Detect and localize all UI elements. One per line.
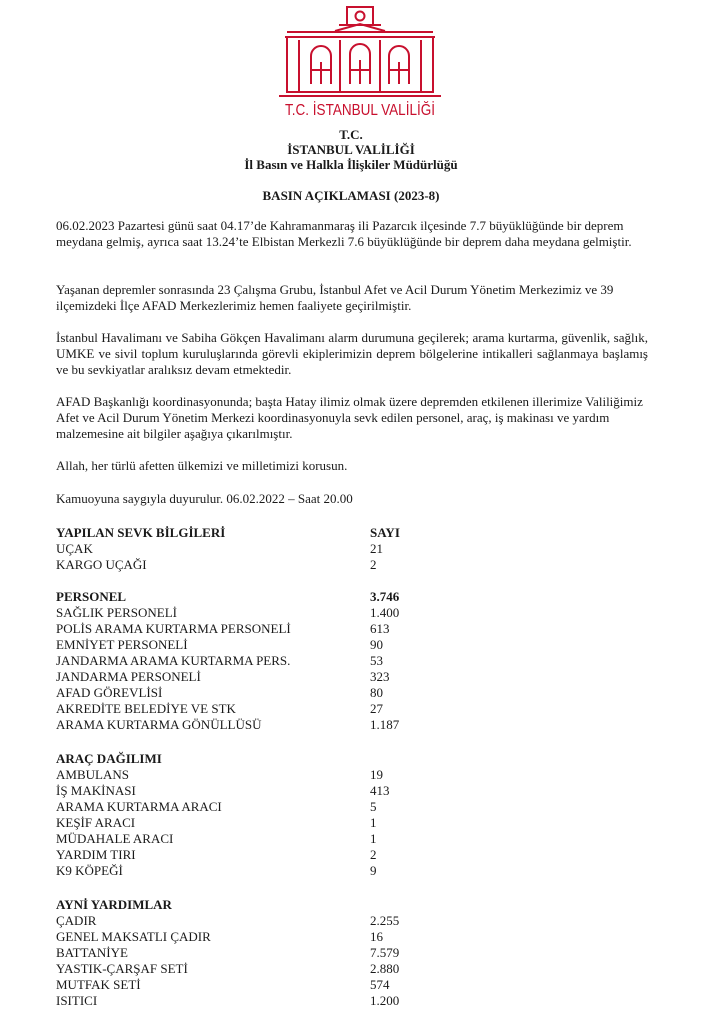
table-row [56,993,416,1009]
table-row [56,605,416,621]
table-row [56,653,416,669]
row-value: 1.400 [370,605,400,620]
row-value: 16 [370,929,383,944]
section-personel [56,589,416,605]
table-row [56,799,416,815]
header-mudurluk: İl Basın ve Halkla İlişkiler Müdürlüğü [244,157,458,172]
table-header [56,525,416,541]
paragraph-3: İstanbul Havalimanı ve Sabiha Gökçen Havalimanı alarm durumuna geçilerek; arama kurtarma, güvenlik, sağlık, UMKE ve sivil toplum kuruluşlarında görevli ekiplerimizin deprem bölgelerine intikalleri sağlanmaya başlamış ve bu sevkiyatlar aralıksız devam etmektedir. [56,330,648,377]
row-value: 2 [370,847,377,862]
table-row [56,541,416,557]
section-label: AYNİ YARDIMLAR [56,897,172,912]
row-value: 9 [370,863,377,878]
paragraph-4: AFAD Başkanlığı koordinasyonunda; başta Hatay ilimiz olmak üzere depremden etkilenen illerimize Valiliğimiz Afet ve Acil Durum Yönetim Merkezi koordinasyonuyla sevk edilen personel, araç, iş makinası ve yardım malzemesine ait bilgiler aşağıya çıkarılmıştır. [56,394,643,441]
section-arac [56,751,416,767]
row-value: 413 [370,783,390,798]
section-label: PERSONEL [56,589,127,604]
table-row [56,961,416,977]
table-row [56,913,416,929]
table-row [56,863,416,879]
header-valilik: İSTANBUL VALİLİĞİ [287,142,415,157]
logo-caption: T.C. İSTANBUL VALİLİĞİ [285,102,463,119]
row-label: UÇAK [56,541,93,556]
row-value: 53 [370,653,383,668]
row-label: AMBULANS [56,767,129,782]
row-label: BATTANİYE [56,945,128,960]
row-label: SAĞLIK PERSONELİ [56,605,177,620]
table-row [56,767,416,783]
row-label: MÜDAHALE ARACI [56,831,174,846]
row-label: POLİS ARAMA KURTARMA PERSONELİ [56,621,291,636]
table-row [56,621,416,637]
row-value: 2 [370,557,377,572]
table-row [56,945,416,961]
row-label: İŞ MAKİNASI [56,783,136,798]
row-value: 7.579 [370,945,400,960]
row-label: K9 KÖPEĞİ [56,863,123,878]
table-row [56,831,416,847]
row-label: EMNİYET PERSONELİ [56,637,188,652]
table-header-label: YAPILAN SEVK BİLGİLERİ [56,525,226,540]
row-value: 1.200 [370,993,400,1008]
row-label: ARAMA KURTARMA GÖNÜLLÜSÜ [56,717,262,732]
table-row [56,637,416,653]
row-value: 613 [370,621,390,636]
row-value: 80 [370,685,383,700]
row-value: 5 [370,799,377,814]
paragraph-6: Kamuoyuna saygıyla duyurulur. 06.02.2022 – Saat 20.00 [56,491,353,506]
table-row [56,847,416,863]
row-value: 19 [370,767,383,782]
row-value: 323 [370,669,390,684]
row-value: 2.880 [370,961,400,976]
table-header-value: SAYI [370,525,400,540]
row-value: 1.187 [370,717,400,732]
row-label: YASTIK-ÇARŞAF SETİ [56,961,188,976]
table-row [56,669,416,685]
row-value: 2.255 [370,913,400,928]
row-label: JANDARMA PERSONELİ [56,669,201,684]
section-total: 3.746 [370,589,400,604]
page-title: BASIN AÇIKLAMASI (2023-8) [262,188,440,203]
row-label: AKREDİTE BELEDİYE VE STK [56,701,236,716]
table-row [56,815,416,831]
row-value: 27 [370,701,383,716]
row-label: MUTFAK SETİ [56,977,141,992]
row-label: KARGO UÇAĞI [56,557,147,572]
header-tc: T.C. [339,127,363,142]
section-ayni [56,897,416,913]
row-value: 21 [370,541,383,556]
table-row [56,717,416,733]
paragraph-2: Yaşanan depremler sonrasında 23 Çalışma Grubu, İstanbul Afet ve Acil Durum Yönetim Merkezimiz ve 39 ilçemizdeki İlçe AFAD Merkezlerimiz hemen faaliyete geçirilmiştir. [56,282,614,313]
row-label: AFAD GÖREVLİSİ [56,685,163,700]
row-label: ÇADIR [56,913,97,928]
row-label: ISITICI [56,993,98,1008]
row-label: ARAMA KURTARMA ARACI [56,799,222,814]
table-row [56,557,416,573]
row-value: 574 [370,977,390,992]
row-label: JANDARMA ARAMA KURTARMA PERS. [56,653,291,668]
table-row [56,783,416,799]
row-label: KEŞİF ARACI [56,815,136,830]
table-row [56,685,416,701]
row-value: 1 [370,815,377,830]
table-row [56,701,416,717]
row-label: GENEL MAKSATLI ÇADIR [56,929,211,944]
section-label: ARAÇ DAĞILIMI [56,751,162,766]
table-row [56,929,416,945]
valilik-logo [277,4,463,121]
paragraph-5: Allah, her türlü afetten ülkemizi ve milletimizi korusun. [56,458,348,473]
building-icon [279,7,441,96]
table-row [56,977,416,993]
row-label: YARDIM TIRI [56,847,136,862]
row-value: 1 [370,831,377,846]
paragraph-1: 06.02.2023 Pazartesi günü saat 04.17’de Kahramanmaraş ili Pazarcık ilçesinde 7.7 büyüklüğünde bir deprem meydana gelmiş, ayrıca saat 13.24’te Elbistan Merkezli 7.6 büyüklüğünde bir deprem daha meydana gelmiştir. [56,218,632,249]
row-value: 90 [370,637,383,652]
